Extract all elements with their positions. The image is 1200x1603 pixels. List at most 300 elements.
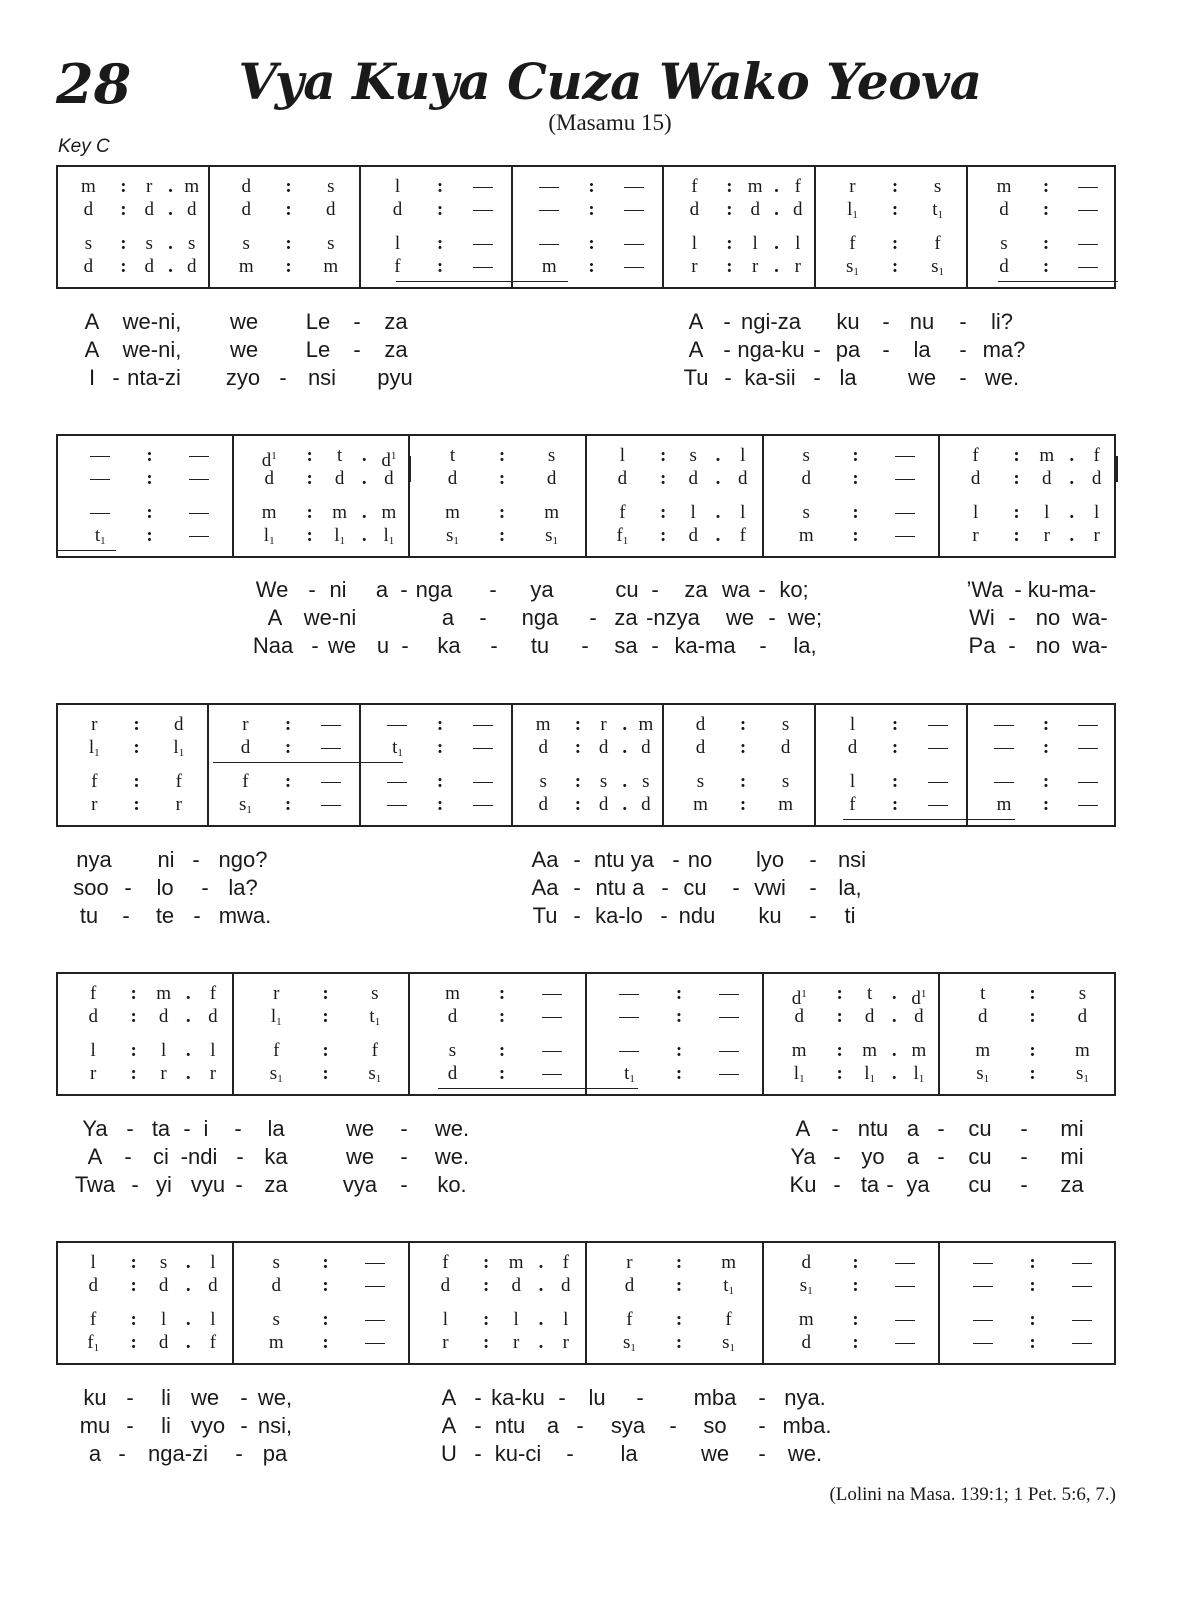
solfa-note: m <box>798 525 814 546</box>
beat-dot: . <box>1069 445 1075 466</box>
beat-colon: : <box>574 794 582 815</box>
solfa-note: $d^1$ <box>261 450 277 471</box>
beat-colon: : <box>285 233 292 254</box>
solfa-note: d <box>1091 468 1102 489</box>
beat-colon: : <box>130 1275 137 1296</box>
beat-dot: . <box>622 737 628 758</box>
lyric-syllable: - <box>576 1413 584 1438</box>
solfa-note: s <box>689 445 697 466</box>
beat-colon: : <box>659 445 667 466</box>
solfa-note: r <box>91 714 98 735</box>
beat-colon: : <box>726 199 733 220</box>
solfa-note: s <box>1078 983 1087 1004</box>
lyric-syllable: - <box>959 337 967 362</box>
lyric-syllable: so <box>703 1413 727 1438</box>
beat-colon: : <box>130 1309 137 1330</box>
hold-dash <box>473 187 493 188</box>
solfa-note: l <box>90 1252 96 1273</box>
solfa-note: s <box>802 445 810 466</box>
lyric-syllable: ntu <box>857 1116 889 1141</box>
beat-colon: : <box>891 176 899 197</box>
beat-colon: : <box>498 445 506 466</box>
beat-dot: . <box>891 1040 897 1061</box>
lyric-syllable: nga-zi <box>148 1441 208 1466</box>
hold-dash <box>928 748 948 749</box>
solfa-note: f <box>175 771 182 792</box>
beat-colon: : <box>1042 737 1050 758</box>
partial-barline <box>585 1263 587 1289</box>
lyric-syllable: - <box>236 1144 244 1169</box>
beat-dot: . <box>715 502 721 523</box>
lyric-syllable: - <box>813 365 821 390</box>
lyric-syllable: za <box>684 577 708 602</box>
lyric-syllable: tu <box>530 633 550 658</box>
lyric-syllable: - <box>573 847 581 872</box>
solfa-note: r <box>209 1063 217 1084</box>
solfa-note: m <box>544 502 559 523</box>
beat-colon: : <box>675 1006 683 1027</box>
solfa-note: m <box>238 256 254 277</box>
solfa-note: l <box>210 1040 216 1061</box>
beat-colon: : <box>284 794 292 815</box>
lyric-syllable: A <box>441 1385 457 1410</box>
tie-line <box>843 819 1015 820</box>
solfa-note: r <box>273 983 280 1004</box>
solfa-note: f <box>1093 445 1100 466</box>
solfa-note: $t_1$ <box>369 1006 381 1028</box>
solfa-note: l <box>849 771 856 792</box>
solfa-note: f <box>90 1309 97 1330</box>
beat-dot: . <box>361 525 367 546</box>
beat-colon: : <box>130 1040 137 1061</box>
beat-colon: : <box>675 983 683 1004</box>
lyric-syllable: ku-ci <box>494 1441 542 1466</box>
barline <box>662 705 664 825</box>
lyric-syllable: - <box>1008 633 1016 658</box>
solfa-note: d <box>187 199 197 220</box>
lyric-syllable: U <box>441 1441 457 1466</box>
lyric-syllable: mu <box>79 1413 111 1438</box>
hold-dash <box>473 782 493 783</box>
lyric-syllable: - <box>400 1116 408 1141</box>
beat-colon: : <box>146 468 153 489</box>
lyric-syllable: - <box>1020 1172 1028 1197</box>
lyric-syllable: - <box>235 1172 243 1197</box>
lyric-syllable: ntu ya <box>594 847 654 872</box>
beat-colon: : <box>1042 233 1050 254</box>
beat-colon: : <box>306 502 313 523</box>
lyric-syllable: - <box>400 1144 408 1169</box>
solfa-note: r <box>752 256 759 277</box>
solfa-note: d <box>83 256 94 277</box>
lyric-syllable: ko; <box>779 577 809 602</box>
beat-dot: . <box>715 468 721 489</box>
barline <box>966 167 968 287</box>
partial-barline <box>966 725 968 751</box>
solfa-note: d <box>264 468 274 489</box>
lyric-syllable: li? <box>990 309 1014 334</box>
partial-barline <box>938 994 940 1020</box>
barline <box>938 436 940 556</box>
solfa-note: t <box>336 445 343 466</box>
lyric-syllable: nsi <box>307 365 337 390</box>
solfa-note: s <box>599 771 608 792</box>
beat-colon: : <box>726 256 733 277</box>
beat-dot: . <box>361 445 367 466</box>
solfa-note: d <box>538 794 548 815</box>
lyric-syllable: nga <box>415 577 453 602</box>
solfa-note: $s_1$ <box>623 1332 636 1354</box>
hold-dash <box>387 782 407 783</box>
partial-barline <box>232 994 234 1020</box>
lyric-syllable: - <box>660 903 668 928</box>
solfa-note: m <box>184 176 200 197</box>
solfa-note: f <box>242 771 249 792</box>
barline <box>814 705 816 825</box>
solfa-note: $s_1$ <box>1075 1063 1089 1085</box>
lyric-syllable: we <box>907 365 937 390</box>
beat-colon: : <box>1029 1040 1036 1061</box>
hold-dash <box>719 1017 739 1018</box>
beat-dot: . <box>774 256 779 277</box>
lyric-syllable: - <box>353 309 361 334</box>
solfa-note: r <box>91 794 98 815</box>
lyric-syllable: - <box>1020 1116 1028 1141</box>
beat-colon: : <box>852 1252 859 1273</box>
solfa-note: l <box>690 502 696 523</box>
solfa-note: $f_1$ <box>616 525 629 547</box>
hold-dash <box>542 1017 562 1018</box>
lyric-syllable: - <box>112 365 120 390</box>
beat-colon: : <box>852 445 859 466</box>
solfa-note: m <box>445 502 460 523</box>
hold-dash <box>321 782 341 783</box>
beat-colon: : <box>146 445 153 466</box>
beat-dot: . <box>622 771 628 792</box>
solfa-note: d <box>384 468 394 489</box>
beat-colon: : <box>284 737 292 758</box>
lyric-syllable: ntu <box>494 1413 526 1438</box>
lyric-syllable: mwa. <box>218 903 272 928</box>
hold-dash <box>994 725 1014 726</box>
lyric-syllable: pa <box>262 1441 288 1466</box>
lyric-syllable: za <box>1060 1172 1084 1197</box>
beat-colon: : <box>836 1063 843 1084</box>
tie-line <box>58 550 116 551</box>
lyric-syllable: We <box>255 577 289 602</box>
lyric-syllable: ya <box>906 1172 930 1197</box>
beat-colon: : <box>436 199 444 220</box>
hold-dash <box>473 244 493 245</box>
lyric-syllable: we <box>725 605 755 630</box>
hold-dash <box>365 1263 385 1264</box>
solfa-note: d <box>144 199 154 220</box>
solfa-note: d <box>801 1252 811 1273</box>
solfa-note: d <box>999 199 1009 220</box>
hold-dash <box>189 456 209 457</box>
solfa-note: d <box>561 1275 571 1296</box>
lyric-syllable: - <box>723 337 731 362</box>
beat-colon: : <box>891 233 899 254</box>
solfa-note: d <box>447 1063 458 1084</box>
lyric-syllable: wa- <box>1072 605 1108 630</box>
hold-dash <box>90 479 110 480</box>
solfa-note: d <box>83 199 94 220</box>
lyric-syllable: we <box>229 309 259 334</box>
partial-barline <box>938 1263 940 1289</box>
lyric-syllable: wa- <box>1072 633 1108 658</box>
solfa-note: s <box>642 771 650 792</box>
solfa-note: $l_1$ <box>334 525 345 547</box>
beat-colon: : <box>891 771 899 792</box>
lyric-syllable: ku-ma- <box>1027 577 1097 602</box>
hold-dash <box>473 267 493 268</box>
solfa-note: $l_1$ <box>88 737 100 759</box>
solfa-note: s <box>272 1252 280 1273</box>
partial-barline <box>208 187 210 213</box>
hold-dash <box>895 1286 915 1287</box>
solfa-note: d <box>158 1332 169 1353</box>
lyric-syllable: - <box>581 633 589 658</box>
barline <box>408 1243 410 1363</box>
solfa-note: r <box>160 1063 167 1084</box>
lyric-syllable: - <box>959 309 967 334</box>
solfa-note: l <box>795 233 801 254</box>
lyric-syllable: pyu <box>377 365 413 390</box>
solfa-note: d <box>538 737 548 758</box>
beat-dot: . <box>185 1332 191 1353</box>
lyric-syllable: ka <box>437 633 461 658</box>
beat-colon: : <box>726 176 733 197</box>
solfa-note: $s_1$ <box>446 525 459 547</box>
beat-colon: : <box>133 714 140 735</box>
solfa-note: s <box>371 983 379 1004</box>
barline <box>232 436 234 556</box>
beat-colon: : <box>130 1332 137 1353</box>
solfa-note: $s_1$ <box>239 794 252 816</box>
solfa-note: f <box>442 1252 449 1273</box>
solfa-note: s <box>933 176 942 197</box>
beat-colon: : <box>482 1275 490 1296</box>
lyric-syllable: Aa <box>531 847 559 872</box>
beat-colon: : <box>1029 1332 1036 1353</box>
lyric-syllable: la <box>267 1116 285 1141</box>
lyric-syllable: - <box>831 1116 839 1141</box>
lyric-syllable: mi <box>1060 1116 1084 1141</box>
solfa-note: d <box>1042 468 1052 489</box>
beat-colon: : <box>322 1252 329 1273</box>
beat-colon: : <box>891 199 899 220</box>
beat-colon: : <box>498 1040 506 1061</box>
hold-dash <box>895 1320 915 1321</box>
hold-dash <box>473 210 493 211</box>
solfa-note: d <box>914 1006 924 1027</box>
solfa-note: r <box>600 714 607 735</box>
lyric-syllable: yo <box>861 1144 885 1169</box>
beat-colon: : <box>739 714 747 735</box>
solfa-note: $l_1$ <box>793 1063 805 1085</box>
lyric-syllable: we. <box>434 1144 470 1169</box>
lyric-syllable: A <box>84 309 100 334</box>
lyric-syllable: - <box>882 337 890 362</box>
hold-dash <box>928 782 948 783</box>
music-system-5 <box>56 1241 1116 1365</box>
hold-dash <box>619 1017 639 1018</box>
solfa-note: m <box>911 1040 927 1061</box>
barline <box>966 705 968 825</box>
beat-colon: : <box>1013 502 1020 523</box>
solfa-note: d <box>158 1006 169 1027</box>
lyric-syllable: ndu <box>678 903 716 928</box>
lyric-syllable: lu <box>588 1385 606 1410</box>
lyric-syllable: - <box>661 875 669 900</box>
lyric-syllable: A <box>795 1116 811 1141</box>
hold-dash <box>1078 210 1098 211</box>
solfa-note: d <box>780 737 791 758</box>
beat-colon: : <box>322 1332 329 1353</box>
lyric-syllable: - <box>235 1441 243 1466</box>
lyric-syllable: nta-zi <box>127 365 181 390</box>
hold-dash <box>624 210 644 211</box>
lyric-syllable: A <box>87 1144 103 1169</box>
lyric-syllable: za <box>614 605 638 630</box>
lyric-syllable: - <box>937 1116 945 1141</box>
solfa-note: d <box>144 256 154 277</box>
beat-colon: : <box>498 468 506 489</box>
beat-colon: : <box>852 1332 859 1353</box>
beat-colon: : <box>588 233 595 254</box>
beat-colon: : <box>482 1252 490 1273</box>
lyric-syllable: a <box>546 1413 560 1438</box>
music-system-3 <box>56 703 1116 827</box>
beat-colon: : <box>739 771 747 792</box>
solfa-note: l <box>90 1040 96 1061</box>
hold-dash <box>473 805 493 806</box>
beat-colon: : <box>120 176 127 197</box>
lyric-syllable: we <box>190 1385 220 1410</box>
beat-dot: . <box>538 1275 544 1296</box>
beat-colon: : <box>836 1040 843 1061</box>
solfa-note: r <box>849 176 856 197</box>
tie-line <box>998 281 1118 282</box>
solfa-note: r <box>513 1332 520 1353</box>
lyric-syllable: nsi, <box>257 1413 293 1438</box>
beat-colon: : <box>130 1006 137 1027</box>
hold-dash <box>719 1074 739 1075</box>
lyric-syllable: - <box>479 605 487 630</box>
beat-colon: : <box>588 176 595 197</box>
lyric-syllable: ci <box>153 1144 169 1169</box>
solfa-note: r <box>175 794 182 815</box>
solfa-note: l <box>160 1309 167 1330</box>
tie-line <box>396 281 568 282</box>
lyric-syllable: - <box>353 337 361 362</box>
lyric-syllable: - <box>813 337 821 362</box>
beat-colon: : <box>852 1275 859 1296</box>
lyric-syllable: we-ni, <box>122 309 182 334</box>
lyric-syllable: we <box>345 1144 375 1169</box>
solfa-note: r <box>972 525 979 546</box>
beat-dot: . <box>168 256 173 277</box>
hold-dash <box>321 725 341 726</box>
lyric-syllable: vyu <box>190 1172 226 1197</box>
solfa-note: m <box>508 1252 524 1273</box>
partial-barline <box>762 514 764 540</box>
solfa-note: d <box>617 468 628 489</box>
solfa-note: s <box>327 176 335 197</box>
lyric-syllable: - <box>201 875 209 900</box>
hold-dash <box>619 994 639 995</box>
solfa-note: d <box>688 468 698 489</box>
solfa-note: d <box>695 714 706 735</box>
lyric-syllable: - <box>1008 605 1016 630</box>
hold-dash <box>895 1263 915 1264</box>
lyric-syllable: tu <box>79 903 99 928</box>
beat-dot: . <box>715 525 721 546</box>
hymn-subtitle: (Masamu 15) <box>548 110 672 135</box>
lyric-syllable: we-ni <box>303 605 357 630</box>
beat-colon: : <box>120 256 127 277</box>
beat-dot: . <box>715 445 721 466</box>
solfa-note: d <box>334 468 345 489</box>
hold-dash <box>1072 1343 1092 1344</box>
lyric-syllable: - <box>669 1413 677 1438</box>
beat-colon: : <box>1029 1309 1036 1330</box>
partial-barline <box>662 725 664 751</box>
solfa-note: d <box>999 256 1009 277</box>
solfa-note: d <box>240 737 251 758</box>
solfa-note: s <box>781 714 790 735</box>
solfa-note: m <box>747 176 763 197</box>
lyric-syllable: - <box>882 309 890 334</box>
lyric-syllable: - <box>1020 1144 1028 1169</box>
lyric-syllable: nga-ku <box>737 337 805 362</box>
lyric-syllable: sa <box>614 633 638 658</box>
partial-barline <box>511 245 513 271</box>
solfa-note: m <box>445 983 460 1004</box>
solfa-note: d <box>847 737 858 758</box>
solfa-note: f <box>209 1332 217 1353</box>
solfa-note: r <box>442 1332 449 1353</box>
beat-dot: . <box>622 794 628 815</box>
lyric-syllable: la <box>839 365 857 390</box>
solfa-note: m <box>721 1252 736 1273</box>
beat-colon: : <box>852 502 859 523</box>
beat-colon: : <box>322 1275 329 1296</box>
hold-dash <box>321 805 341 806</box>
solfa-note: r <box>626 1252 633 1273</box>
tie-line <box>438 1088 638 1089</box>
hold-dash <box>1078 187 1098 188</box>
lyric-syllable: ya <box>530 577 554 602</box>
beat-dot: . <box>168 176 173 197</box>
solfa-note: f <box>794 176 801 197</box>
lyric-syllable: - <box>937 1144 945 1169</box>
partial-barline <box>511 187 513 213</box>
solfa-note: t <box>866 983 873 1004</box>
lyric-syllable: la <box>620 1441 638 1466</box>
lyric-syllable: - <box>573 903 581 928</box>
lyric-syllable: Le <box>305 309 331 334</box>
hold-dash <box>189 536 209 537</box>
lyric-syllable: - <box>124 875 132 900</box>
solfa-note: $l_1$ <box>864 1063 875 1085</box>
scripture-reference: (Lolini na Masa. 139:1; 1 Pet. 5:6, 7.) <box>829 1484 1116 1505</box>
hold-dash <box>473 725 493 726</box>
beat-dot: . <box>774 199 779 220</box>
beat-colon: : <box>436 256 444 277</box>
beat-colon: : <box>322 1006 329 1027</box>
